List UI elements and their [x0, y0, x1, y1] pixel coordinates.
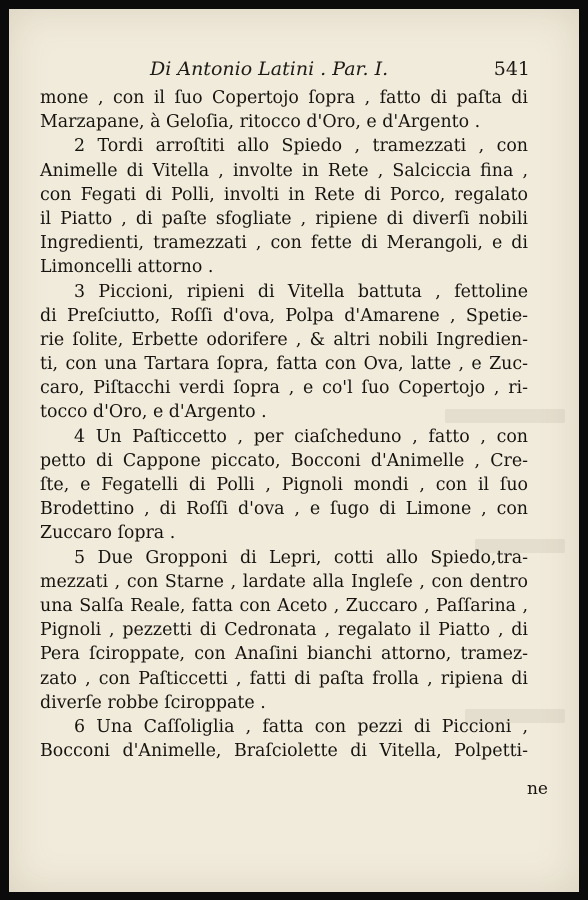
text-line: Brodettino , di Roſſi d'ova , e ſugo di Limone , con — [40, 499, 528, 520]
text-line: di Preſciutto, Roſſi d'ova, Polpa d'Amarene , Spetie- — [40, 305, 528, 326]
page-number: 541 — [493, 58, 530, 80]
text-line: 5 Due Gropponi di Lepri, cotti allo Spiedo,tra- — [74, 547, 528, 568]
text-line: caro, Piſtacchi verdi ſopra , e co'l ſuo Copertojo , ri- — [40, 378, 528, 399]
running-header — [150, 58, 530, 80]
text-line: rie ſolite, Erbette odorifere , & altri nobili Ingredien- — [40, 329, 528, 350]
text-line: Limoncelli attorno . — [40, 257, 214, 278]
text-line: petto di Cappone piccato, Bocconi d'Animelle , Cre- — [40, 450, 528, 471]
text-line: Pera ſciroppate, con Anaſini bianchi attorno, tramez- — [40, 644, 528, 665]
text-line: 6 Una Caſſoliglia , fatta con pezzi di Piccioni , — [74, 716, 528, 737]
body-text — [40, 86, 528, 763]
catchword: ne — [526, 779, 548, 799]
text-line: il Piatto , di paſte sfogliate , ripiene di diverſi nobili — [40, 208, 528, 229]
text-line: 4 Un Paſticcetto , per ciaſcheduno , fatto , con — [74, 426, 528, 447]
text-line: Zuccaro ſopra . — [40, 523, 176, 544]
text-line: ti, con una Tartara ſopra, fatta con Ova, latte , e Zuc- — [40, 354, 528, 375]
running-title: Di Antonio Latini . Par. I. — [150, 58, 389, 80]
text-line: una Salſa Reale, fatta con Aceto , Zuccaro , Paſſarina , — [40, 595, 528, 616]
text-line: Pignoli , pezzetti di Cedronata , regalato il Piatto , di — [40, 620, 528, 641]
text-line: Marzapane, à Geloſia, ritocco d'Oro, e d'Argento . — [40, 112, 481, 133]
text-line: zato , con Paſticcetti , fatti di paſta frolla , ripiena di — [40, 668, 528, 689]
text-line: 3 Piccioni, ripieni di Vitella battuta , fettoline — [74, 281, 528, 302]
text-line: mone , con il ſuo Copertojo ſopra , fatto di paſta di — [40, 88, 528, 108]
text-line: 2 Tordi arroſtiti allo Spiedo , tramezzati , con — [74, 136, 528, 157]
text-line: diverſe robbe ſciroppate . — [40, 692, 266, 713]
text-line: Animelle di Vitella , involte in Rete , Salciccia fina , — [40, 160, 528, 181]
text-line: Ingredienti, tramezzati , con fette di Merangoli, e di — [40, 233, 528, 254]
text-line: Bocconi d'Animelle, Braſciolette di Vitella, Polpetti- — [40, 741, 528, 762]
text-line: ſte, e Fegatelli di Polli , Pignoli mondi , con il ſuo — [40, 475, 528, 495]
text-line: tocco d'Oro, e d'Argento . — [40, 402, 267, 423]
text-line: con Fegati di Polli, involti in Rete di Porco, regalato — [40, 184, 528, 205]
text-line: mezzati , con Starne , lardate alla Ingleſe , con dentro — [40, 571, 528, 592]
